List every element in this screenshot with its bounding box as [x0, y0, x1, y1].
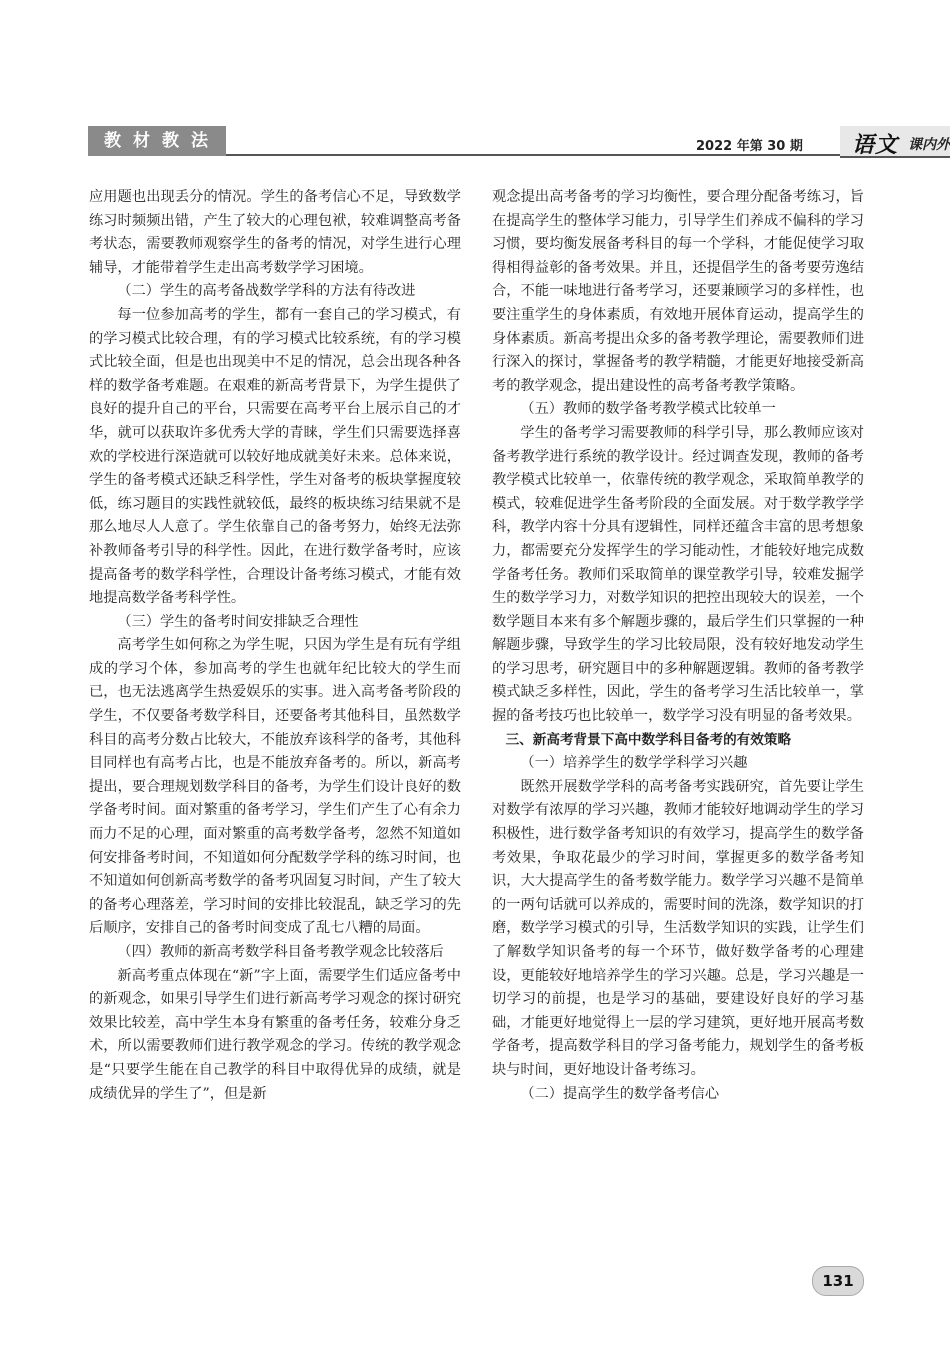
page-number: 131 — [812, 1266, 864, 1296]
subsection-heading: （二）提高学生的数学备考信心 — [520, 1085, 720, 1102]
left-column — [89, 186, 461, 1106]
issue-label: 2022 年第 30 期 — [696, 139, 803, 154]
header-rule — [226, 154, 840, 156]
body-paragraph: 高考学生如何称之为学生呢，只因为学生是有玩有学组成的学习个体，参加高考的学生也就年纪比较大的学生而已，也无法逃离学生热爱娱乐的实事。进入高考备考阶段的学生，不仅要备考数学科目，还要备考其他科目，虽然数学科目的高考分数占比较大，不能放弃该科学的备考，其他科目同样也有高考占比，也是不能放弃备考的。所以，新高考提出，要合理规划数学科目的备考，为学生们设计良好的数学备考时间。面对繁重的备考学习，学生们产生了心有余力而力不足的心理，面对繁重的高考数学备考，忽然不知道如何安排备考时间，不知道如何分配数学学科的练习时间，也不知道如何创新高考数学的备考巩固复习时间，产生了较大的备考心理落差，学习时间的安排比较混乱，缺乏学习的先后顺序，安排自己的备考时间变成了乱七八糟的局面。 — [89, 637, 461, 937]
subsection-heading: （一）培养学生的数学学科学习兴趣 — [520, 755, 748, 772]
right-column — [492, 186, 864, 1106]
subsection-heading: （三）学生的备考时间安排缺乏合理性 — [117, 613, 359, 630]
subsection-heading: （二）学生的高考备战数学学科的方法有待改进 — [117, 283, 416, 300]
body-paragraph: 新高考重点体现在“新”字上面，需要学生们适应备考中的新观念，如果引导学生们进行新高考学习观念的探讨研究效果比较差，高中学生本身有繁重的备考任务，较难分身乏术，所以需要教师们进行教学观念的学习。传统的教学观念是“只要学生能在自己教学的科目中取得优异的成绩，就是成绩优异的学生了”，但是新 — [89, 967, 461, 1102]
body-paragraph: 每一位参加高考的学生，都有一套自己的学习模式，有的学习模式比较合理，有的学习模式比较系统，有的学习模式比较全面，但是也出现美中不足的情况，总会出现各种各样的数学备考难题。在艰难的新高考背景下，为学生提供了良好的提升自己的平台，只需要在高考平台上展示自己的才华，就可以获取许多优秀大学的青睐，学生们只需要选择喜欢的学校进行深造就可以较好地成就美好未来。总体来说，学生的备考模式还缺乏科学性，学生对备考的板块掌握度较低，练习题目的实践性就较低，最终的板块练习结果就不是那么地尽人人意了。学生依靠自己的备考努力，始终无法弥补教师备考引导的科学性。因此，在进行数学备考时，应该提高备考的数学科学性，合理设计备考练习模式，才能有效地提高数学备考科学性。 — [89, 306, 461, 607]
subsection-heading: （五）教师的数学备考教学模式比较单一 — [520, 401, 776, 418]
section-tag: 教材教法 — [88, 126, 226, 156]
body-paragraph: 既然开展数学学科的高考备考实践研究，首先要让学生对数学有浓厚的学习兴趣，教师才能较好地调动学生的学习积极性，进行数学备考知识的有效学习，提高学生的数学备考效果，争取花最少的学习时间，掌握更多的数学备考知识，大大提高学生的备考数学能力。数学学习兴趣不是简单的一两句话就可以养成的，需要时间的洗涤，数学知识的打磨，数学学习模式的引导，生活数学知识的实践，让学生们了解数学知识备考的每一个环节，做好数学备考的心理建设，更能较好地培养学生的学习兴趣。总是，学习兴趣是一切学习的前提，也是学习的基础，要建设好良好的学习基础，才能更好地觉得上一层的学习建筑，更好地开展高考数学备考，提高数学科目的学习备考能力，规划学生的备考板块与时间，更好地设计备考练习。 — [492, 778, 864, 1078]
subsection-heading: （四）教师的新高考数学科目备考教学观念比较落后 — [117, 944, 444, 960]
section-heading: 三、新高考背景下高中数学科目备考的有效策略 — [505, 731, 792, 748]
journal-logo — [840, 126, 950, 158]
journal-logo-sub: 课内外 — [908, 137, 950, 153]
journal-logo-main: 语文 — [852, 132, 899, 158]
body-paragraph: 观念提出高考备考的学习均衡性，要合理分配备考练习，旨在提高学生的整体学习能力，引导学生们养成不偏科的学习习惯，要均衡发展备考科目的每一个学科，才能促使学习取得相得益彰的备考效果。并且，还提倡学生的备考要劳逸结合，不能一味地进行备考学习，还要兼顾学习的多样性，也要注重学生的身体素质，有效地开展体育运动，提高学生的身体素质。新高考提出众多的备考教学理论，需要教师们进行深入的探讨，掌握备考的教学精髓，才能更好地接受新高考的教学观念，提出建设性的高考备考教学策略。 — [492, 189, 864, 394]
body-paragraph: 学生的备考学习需要教师的科学引导，那么教师应该对备考教学进行系统的教学设计。经过调查发现，教师的备考教学模式比较单一，依靠传统的教学观念，采取简单教学的模式，较难促进学生备考阶段的全面发展。对于数学教学学科，教学内容十分具有逻辑性，同样还蕴含丰富的思考想象力，都需要充分发挥学生的学习能动性，才能较好地完成数学备考任务。教师们采取简单的课堂教学引导，较难发掘学生的数学学习力，对数学知识的把控出现较大的误差，一个数学题目本来有多个解题步骤的，最后学生们只掌握的一种解题步骤，导致学生的学习比较局限，没有较好地发动学生的学习思考，研究题目中的多种解题逻辑。教师的备考教学模式缺乏多样性，因此，学生的备考学习生活比较单一，掌握的备考技巧也比较单一，数学学习没有明显的备考效果。 — [492, 424, 864, 725]
page-header — [88, 126, 950, 162]
body-paragraph: 应用题也出现丢分的情况。学生的备考信心不足，导致数学练习时频频出错，产生了较大的心理包袱，较难调整高考备考状态，需要教师观察学生的备考的情况，对学生进行心理辅导，才能带着学生走出高考数学学习困境。 — [89, 189, 461, 276]
